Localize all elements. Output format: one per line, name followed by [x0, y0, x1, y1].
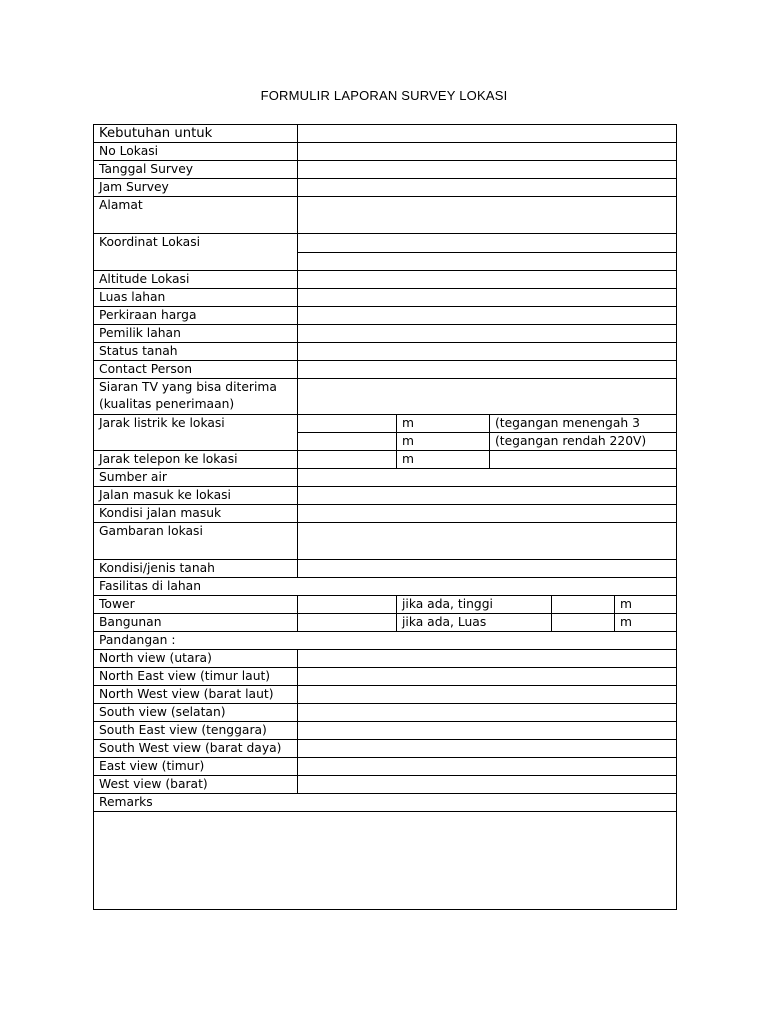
row-pandangan	[94, 632, 677, 650]
field-jalan[interactable]	[298, 487, 677, 505]
field-west[interactable]	[298, 776, 677, 794]
row-gambaran	[94, 523, 677, 560]
field-kondisi-jalan[interactable]	[298, 505, 677, 523]
label-bangunan: Bangunan	[94, 614, 298, 632]
label-kebutuhan: Kebutuhan untuk	[94, 125, 298, 143]
field-koordinat-1[interactable]	[298, 234, 677, 253]
label-koordinat: Koordinat Lokasi	[94, 234, 298, 271]
field-tower[interactable]	[298, 596, 397, 614]
row-north-west	[94, 686, 677, 704]
row-south-east	[94, 722, 677, 740]
row-remarks-label	[94, 794, 677, 812]
field-harga[interactable]	[298, 307, 677, 325]
field-telepon-note[interactable]	[490, 451, 677, 469]
field-south[interactable]	[298, 704, 677, 722]
unit-m: m	[397, 433, 490, 451]
field-tanah[interactable]	[298, 560, 677, 578]
row-west	[94, 776, 677, 794]
label-fasilitas: Fasilitas di lahan	[94, 578, 677, 596]
row-altitude	[94, 271, 677, 289]
row-koordinat-a	[94, 234, 677, 253]
field-north-west[interactable]	[298, 686, 677, 704]
label-jalan: Jalan masuk ke lokasi	[94, 487, 298, 505]
row-no-lokasi	[94, 143, 677, 161]
unit-m: m	[615, 596, 677, 614]
note-tegangan-rendah: (tegangan rendah 220V)	[490, 433, 677, 451]
label-siaran: Siaran TV yang bisa diterima (kualitas penerimaan)	[94, 379, 298, 415]
label-status: Status tanah	[94, 343, 298, 361]
row-telepon	[94, 451, 677, 469]
field-gambaran[interactable]	[298, 523, 677, 560]
field-alamat[interactable]	[298, 197, 677, 234]
field-south-west[interactable]	[298, 740, 677, 758]
row-alamat	[94, 197, 677, 234]
field-altitude[interactable]	[298, 271, 677, 289]
label-listrik: Jarak listrik ke lokasi	[94, 415, 298, 451]
row-south	[94, 704, 677, 722]
row-contact	[94, 361, 677, 379]
note-jika-tinggi: jika ada, tinggi	[397, 596, 552, 614]
label-pemilik: Pemilik lahan	[94, 325, 298, 343]
label-harga: Perkiraan harga	[94, 307, 298, 325]
label-gambaran: Gambaran lokasi	[94, 523, 298, 560]
row-tower	[94, 596, 677, 614]
field-luas[interactable]	[298, 289, 677, 307]
label-alamat: Alamat	[94, 197, 298, 234]
label-north-east: North East view (timur laut)	[94, 668, 298, 686]
field-tower-tinggi[interactable]	[552, 596, 615, 614]
row-listrik-a	[94, 415, 677, 433]
row-east	[94, 758, 677, 776]
label-west: West view (barat)	[94, 776, 298, 794]
unit-m: m	[397, 451, 490, 469]
field-east[interactable]	[298, 758, 677, 776]
label-contact: Contact Person	[94, 361, 298, 379]
row-tanggal-survey	[94, 161, 677, 179]
field-listrik-2[interactable]	[298, 433, 397, 451]
label-jam-survey: Jam Survey	[94, 179, 298, 197]
row-luas	[94, 289, 677, 307]
row-tanah	[94, 560, 677, 578]
row-harga	[94, 307, 677, 325]
row-south-west	[94, 740, 677, 758]
field-north-east[interactable]	[298, 668, 677, 686]
field-remarks[interactable]	[94, 812, 677, 910]
label-air: Sumber air	[94, 469, 298, 487]
label-south: South view (selatan)	[94, 704, 298, 722]
field-kebutuhan[interactable]	[298, 125, 677, 143]
field-telepon[interactable]	[298, 451, 397, 469]
label-no-lokasi: No Lokasi	[94, 143, 298, 161]
row-fasilitas	[94, 578, 677, 596]
field-bangunan[interactable]	[298, 614, 397, 632]
field-no-lokasi[interactable]	[298, 143, 677, 161]
label-altitude: Altitude Lokasi	[94, 271, 298, 289]
label-tanggal-survey: Tanggal Survey	[94, 161, 298, 179]
row-jalan	[94, 487, 677, 505]
label-south-east: South East view (tenggara)	[94, 722, 298, 740]
row-north	[94, 650, 677, 668]
label-east: East view (timur)	[94, 758, 298, 776]
unit-m: m	[615, 614, 677, 632]
row-bangunan	[94, 614, 677, 632]
label-south-west: South West view (barat daya)	[94, 740, 298, 758]
note-jika-luas: jika ada, Luas	[397, 614, 552, 632]
field-north[interactable]	[298, 650, 677, 668]
label-remarks: Remarks	[94, 794, 677, 812]
field-listrik-1[interactable]	[298, 415, 397, 433]
label-pandangan: Pandangan :	[94, 632, 677, 650]
field-pemilik[interactable]	[298, 325, 677, 343]
field-status[interactable]	[298, 343, 677, 361]
field-bangunan-luas[interactable]	[552, 614, 615, 632]
field-koordinat-2[interactable]	[298, 252, 677, 271]
row-remarks-body	[94, 812, 677, 910]
field-siaran[interactable]	[298, 379, 677, 415]
unit-m: m	[397, 415, 490, 433]
label-telepon: Jarak telepon ke lokasi	[94, 451, 298, 469]
row-kondisi-jalan	[94, 505, 677, 523]
row-air	[94, 469, 677, 487]
note-tegangan-menengah: (tegangan menengah 3	[490, 415, 677, 433]
label-tanah: Kondisi/jenis tanah	[94, 560, 298, 578]
label-tower: Tower	[94, 596, 298, 614]
field-south-east[interactable]	[298, 722, 677, 740]
page-title: FORMULIR LAPORAN SURVEY LOKASI	[260, 88, 508, 103]
label-kondisi-jalan: Kondisi jalan masuk	[94, 505, 298, 523]
row-siaran	[94, 379, 677, 415]
survey-form-table	[93, 124, 677, 910]
label-luas: Luas lahan	[94, 289, 298, 307]
field-air[interactable]	[298, 469, 677, 487]
row-kebutuhan	[94, 125, 677, 143]
field-contact[interactable]	[298, 361, 677, 379]
field-jam-survey[interactable]	[298, 179, 677, 197]
row-north-east	[94, 668, 677, 686]
field-tanggal-survey[interactable]	[298, 161, 677, 179]
row-pemilik	[94, 325, 677, 343]
row-status	[94, 343, 677, 361]
row-jam-survey	[94, 179, 677, 197]
label-north-west: North West view (barat laut)	[94, 686, 298, 704]
label-north: North view (utara)	[94, 650, 298, 668]
